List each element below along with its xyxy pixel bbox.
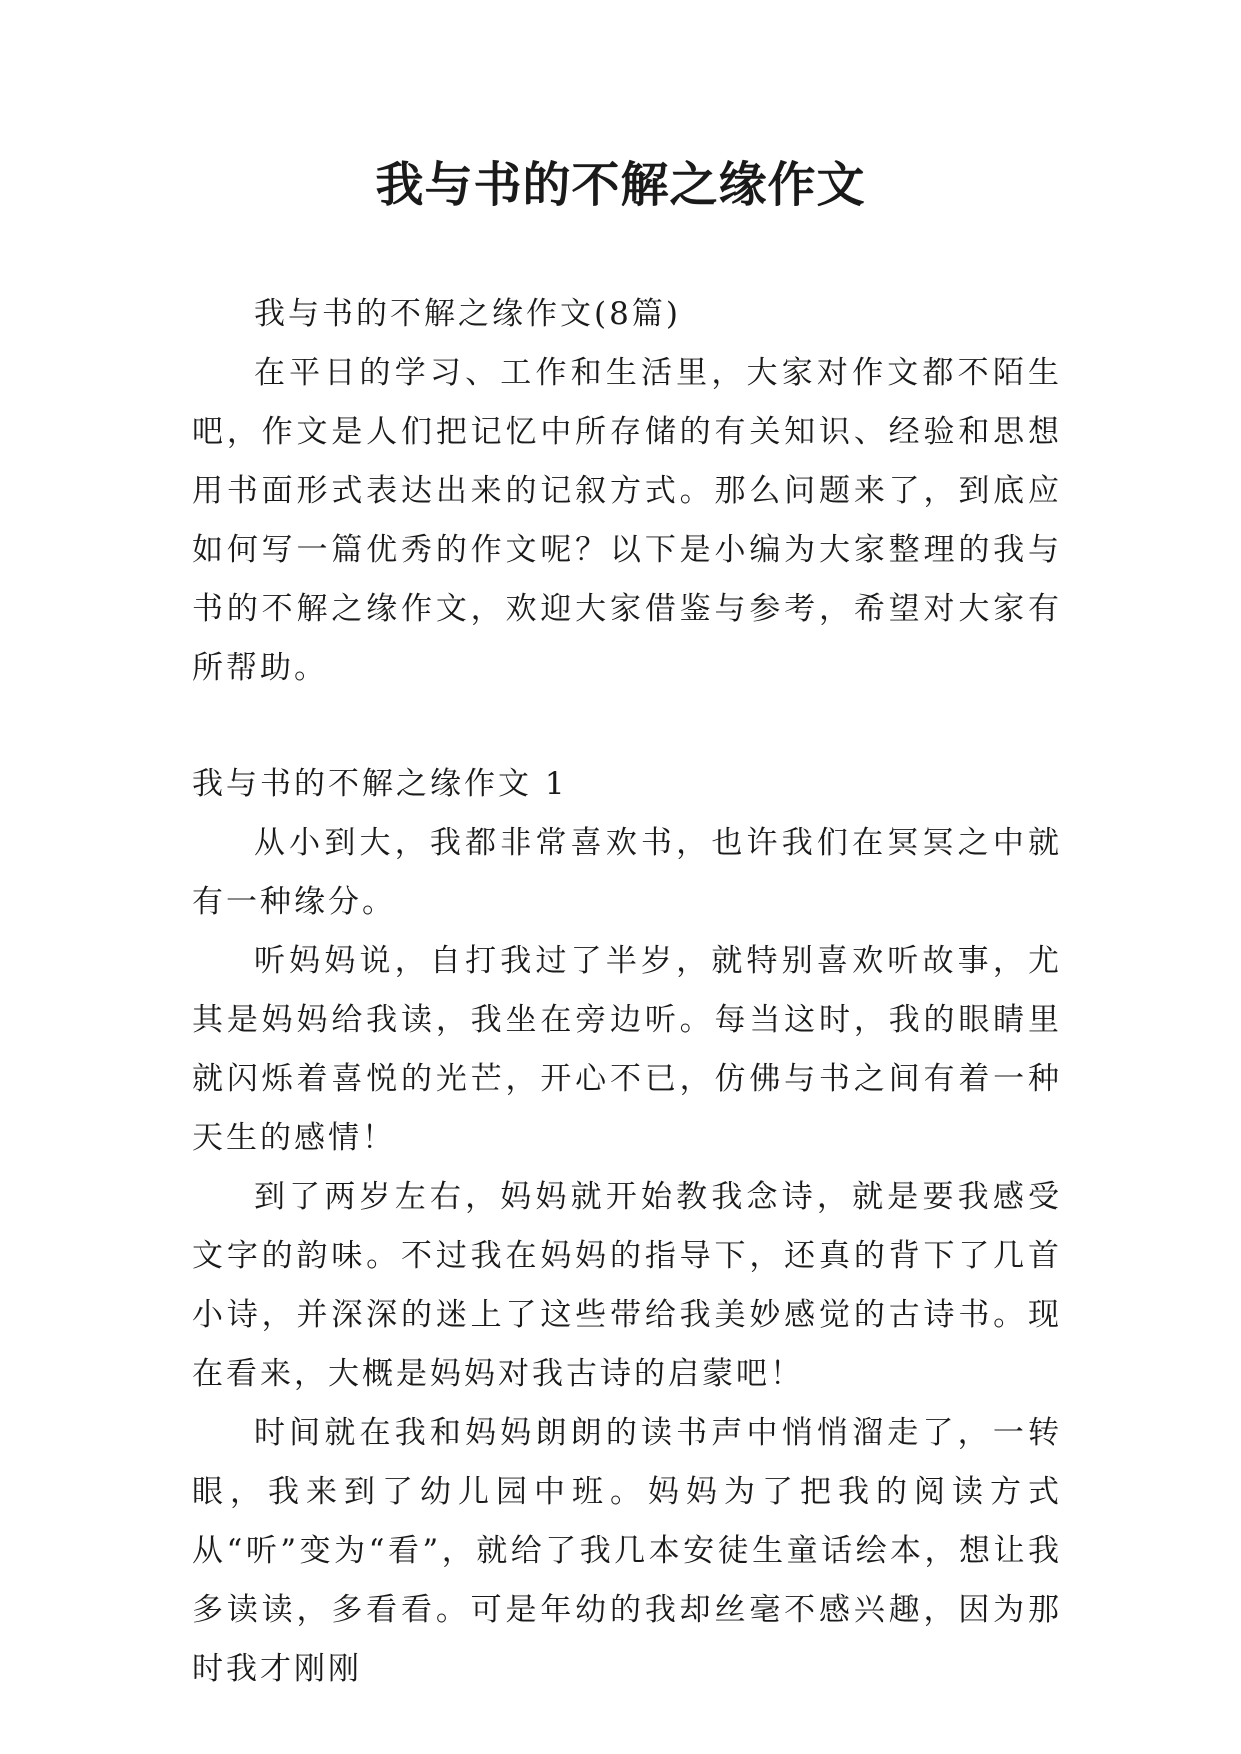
document-subtitle: 我与书的不解之缘作文(8篇) [254,296,681,332]
section-heading: 我与书的不解之缘作文 1 [192,766,568,802]
document-title: 我与书的不解之缘作文 [375,157,866,213]
document-body [192,285,1062,1699]
body-paragraph-1: 从小到大，我都非常喜欢书，也许我们在冥冥之中就有一种缘分。 [192,825,1062,920]
intro-paragraph: 在平日的学习、工作和生活里，大家对作文都不陌生吧，作文是人们把记忆中所存储的有关知识、经验和思想用书面形式表达出来的记叙方式。那么问题来了，到底应如何写一篇优秀的作文呢？以下是小编为大家整理的我与书的不解之缘作文，欢迎大家借鉴与参考，希望对大家有所帮助。 [192,355,1062,686]
body-paragraph-2: 听妈妈说，自打我过了半岁，就特别喜欢听故事，尤其是妈妈给我读，我坐在旁边听。每当这时，我的眼睛里就闪烁着喜悦的光芒，开心不已，仿佛与书之间有着一种天生的感情！ [192,943,1062,1156]
body-paragraph-3: 到了两岁左右，妈妈就开始教我念诗，就是要我感受文字的韵味。不过我在妈妈的指导下，还真的背下了几首小诗，并深深的迷上了这些带给我美妙感觉的古诗书。现在看来，大概是妈妈对我古诗的启蒙吧！ [192,1179,1062,1392]
body-paragraph-4: 时间就在我和妈妈朗朗的读书声中悄悄溜走了，一转眼，我来到了幼儿园中班。妈妈为了把我的阅读方式从“听”变为“看”，就给了我几本安徒生童话绘本，想让我多读读，多看看。可是年幼的我却丝毫不感兴趣，因为那时我才刚刚 [192,1415,1062,1687]
